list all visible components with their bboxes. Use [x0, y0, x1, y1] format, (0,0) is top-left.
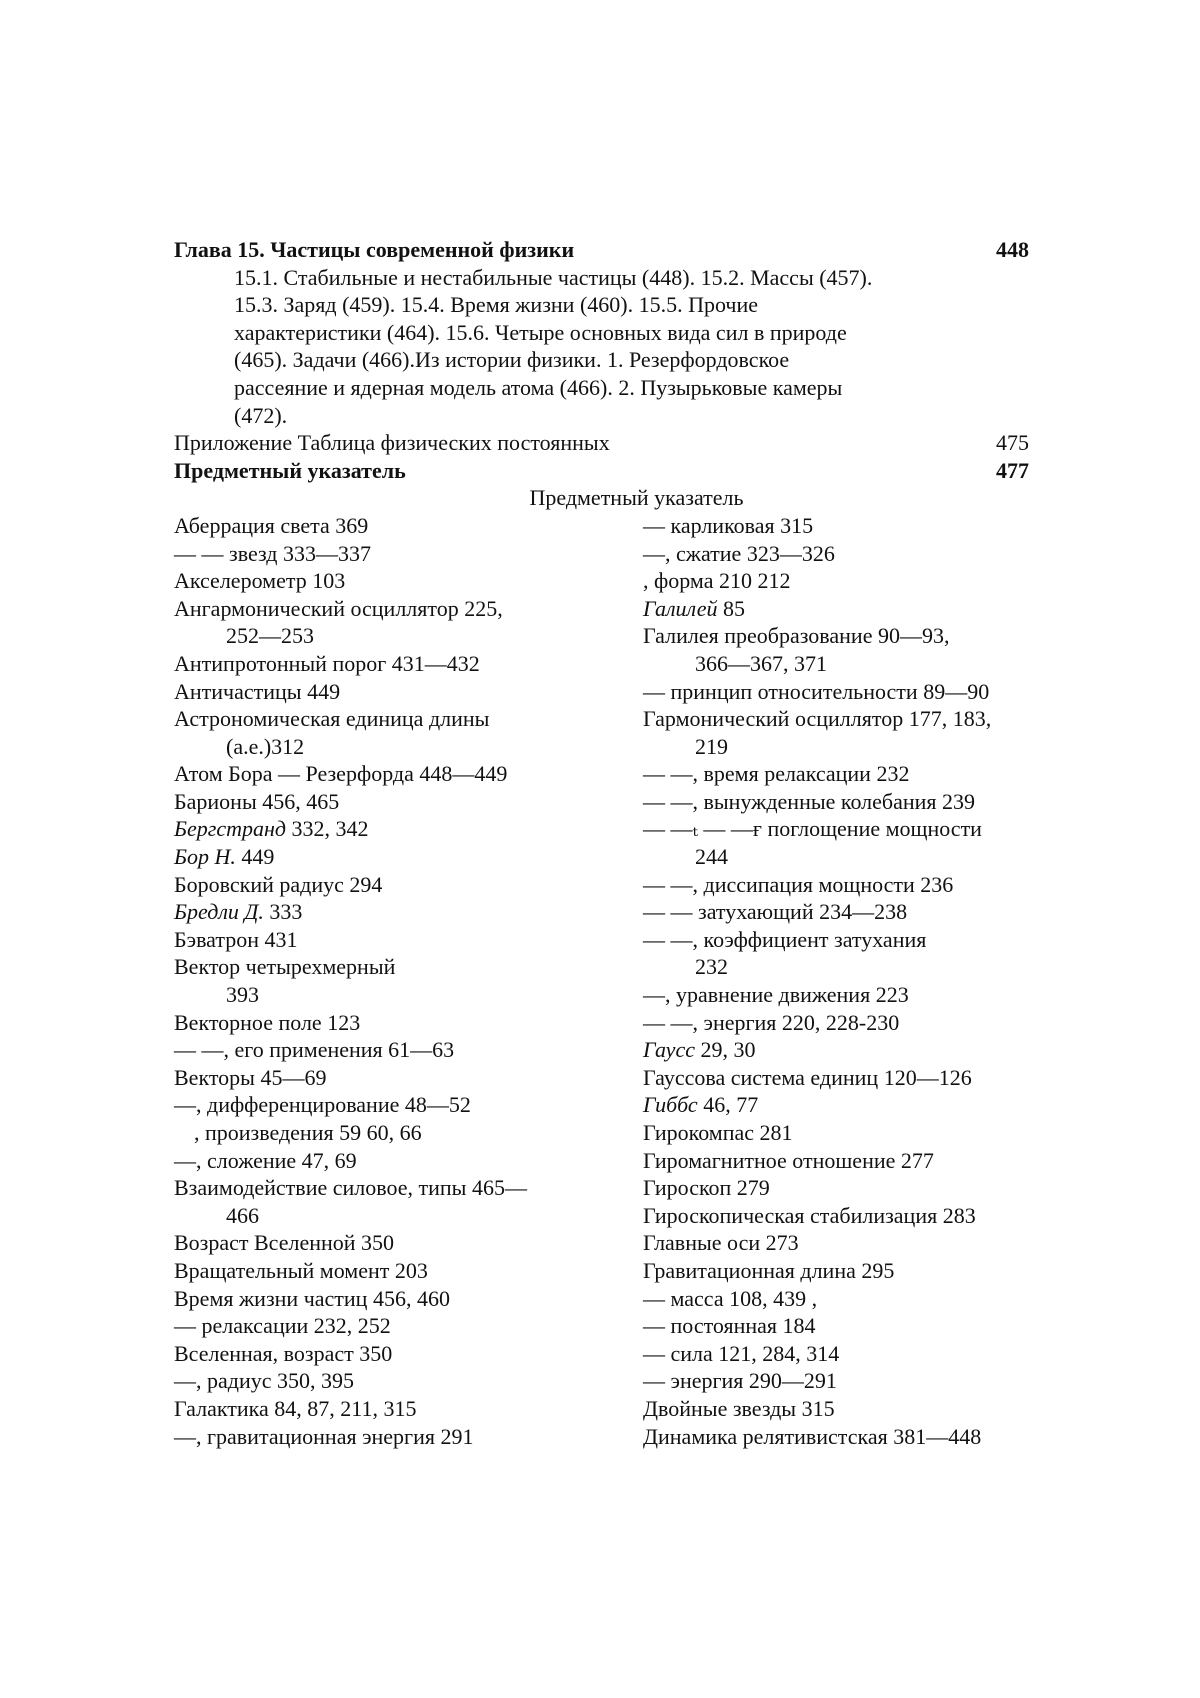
index-entry: Барионы 456, 465	[174, 788, 340, 814]
index-entry-pages: 85	[717, 595, 745, 621]
index-entry-pages: 449	[235, 844, 275, 870]
index-entry: (а.е.)312	[226, 733, 305, 759]
index-entry: Гирокомпас 281	[643, 1120, 793, 1145]
index-entry-name: Бергстранд	[174, 816, 287, 842]
index-entry: — принцип относительности 89—90	[643, 678, 990, 704]
index-entry-name: Бор Н.	[174, 844, 236, 870]
toc-chapter-title: Глава 15. Частицы современной физики	[174, 237, 575, 262]
index-entry: 393	[226, 982, 259, 1008]
index-entry: Гиромагнитное отношение 277	[643, 1147, 934, 1173]
index-entry: Галилея преобразование 90—93,	[643, 623, 950, 649]
toc-description-line: характеристики (464). 15.6. Четыре основных вида сил в природе	[234, 319, 847, 345]
index-entry: —, радиус 350, 395	[174, 1368, 354, 1394]
index-heading: Предметный указатель	[529, 485, 744, 511]
index-entry: Гироскоп 279	[643, 1175, 770, 1201]
toc-appendix-title: Приложение Таблица физических постоянных	[174, 430, 610, 456]
index-entry: —, гравитационная энергия 291	[174, 1423, 474, 1449]
index-entry: Возраст Вселенной 350	[174, 1230, 395, 1256]
index-entry: — — затухающий 234—238	[643, 899, 908, 925]
index-entry-name: Бредли Д.	[174, 899, 264, 925]
index-entry: Вселенная, возраст 350	[174, 1340, 393, 1366]
index-entry: —, сложение 47, 69	[174, 1147, 357, 1173]
toc-description-line: 15.3. Заряд (459). 15.4. Время жизни (460). 15.5. Прочие	[234, 292, 759, 318]
toc-subject-index	[174, 457, 1029, 485]
index-entry: Ангармонический осциллятор 225,	[174, 595, 503, 621]
index-entry: — сила 121, 284, 314	[643, 1340, 840, 1366]
index-entry: 252—253	[226, 623, 314, 649]
index-entry	[174, 898, 634, 926]
index-entry: Галактика 84, 87, 211, 315	[174, 1395, 417, 1421]
index-entry	[643, 1036, 1063, 1064]
index-entry: Векторы 45—69	[174, 1064, 327, 1090]
index-entry: — —, его применения 61—63	[174, 1037, 455, 1063]
index-entry: — —ₜ — —ғ поглощение мощности	[643, 816, 982, 842]
toc-chapter-page: 448	[996, 237, 1029, 262]
index-entry: Боровский радиус 294	[174, 871, 383, 897]
index-entry: — энергия 290—291	[643, 1368, 837, 1394]
toc-chapter-description	[174, 264, 934, 430]
index-entry: —, дифференцирование 48—52	[174, 1092, 471, 1118]
index-entry: Антипротонный порог 431—432	[174, 650, 480, 676]
index-entry: Вектор четырехмерный	[174, 954, 396, 980]
index-entry: 466	[226, 1202, 259, 1228]
index-entry: Астрономическая единица длины	[174, 706, 490, 732]
index-entry: — карликовая 315	[643, 512, 814, 538]
index-entry: — —, диссипация мощности 236	[643, 871, 954, 897]
toc-description-line: (465). Задачи (466).Из истории физики. 1. Резерфордовское	[234, 347, 790, 373]
index-entry	[643, 595, 1063, 623]
toc-subject-index-title: Предметный указатель	[174, 457, 406, 483]
index-entry	[174, 815, 634, 843]
index-entry: — — звезд 333—337	[174, 540, 371, 566]
index-entry-pages: 29, 30	[694, 1037, 756, 1063]
index-entry: Аберрация света 369	[174, 512, 369, 538]
index-column-right	[643, 512, 1063, 1450]
index-entry: , форма 210 212	[643, 568, 791, 594]
toc-appendix	[174, 429, 1029, 457]
index-entry: — —, энергия 220, 228-230	[643, 1009, 900, 1035]
index-entry: Гравитационная длина 295	[643, 1257, 895, 1283]
index-entry: Векторное поле 123	[174, 1009, 361, 1035]
index-entry: — —, вынужденные колебания 239	[643, 788, 976, 814]
index-entry	[174, 843, 634, 871]
index-entry: Вращательный момент 203	[174, 1257, 428, 1283]
index-entry: — —, время релаксации 232	[643, 761, 910, 787]
index-entry: 366—367, 371	[695, 650, 827, 676]
index-entry-pages: 46, 77	[697, 1092, 759, 1118]
index-entry: , произведения 59 60, 66	[194, 1120, 422, 1145]
index-columns	[174, 512, 1029, 1512]
index-entry: 219	[695, 733, 728, 759]
document-page	[174, 236, 1029, 1512]
toc-description-line: 15.1. Стабильные и нестабильные частицы (448). 15.2. Массы (457).	[234, 264, 873, 290]
index-entry: Гармонический осциллятор 177, 183,	[643, 706, 992, 732]
index-entry: Акселерометр 103	[174, 568, 346, 594]
index-entry-name: Галилей	[643, 595, 718, 621]
index-column-left	[174, 512, 634, 1450]
toc-subject-index-page: 477	[996, 457, 1029, 483]
index-entry: — релаксации 232, 252	[174, 1313, 391, 1339]
index-entry: Бэватрон 431	[174, 926, 298, 952]
index-entry: Гауссова система единиц 120—126	[643, 1064, 972, 1090]
index-entry-pages: 332, 342	[286, 816, 369, 842]
index-entry: — постоянная 184	[643, 1313, 816, 1339]
index-entry: 232	[695, 954, 728, 980]
index-entry: Главные оси 273	[643, 1230, 799, 1256]
index-entry: Атом Бора — Резерфорда 448—449	[174, 761, 508, 787]
index-entry: — —, коэффициент затухания	[643, 926, 927, 952]
index-entry-name: Гиббс	[643, 1092, 698, 1118]
index-entry-pages: 333	[263, 899, 303, 925]
toc-description-line: рассеяние и ядерная модель атома (466). 2. Пузырьковые камеры	[234, 374, 843, 400]
index-entry	[643, 1091, 1063, 1119]
index-entry: 244	[695, 844, 728, 870]
index-entry: Античастицы 449	[174, 678, 341, 704]
index-entry: — масса 108, 439 ,	[643, 1285, 818, 1311]
index-entry: Время жизни частиц 456, 460	[174, 1285, 450, 1311]
toc-description-line: (472).	[234, 402, 288, 428]
index-entry: —, уравнение движения 223	[643, 982, 909, 1008]
index-entry-name: Гаусс	[643, 1037, 695, 1063]
toc-chapter-15	[174, 236, 1029, 264]
index-entry: —, сжатие 323—326	[643, 540, 835, 566]
index-entry: Двойные звезды 315	[643, 1395, 835, 1421]
index-entry: Гироскопическая стабилизация 283	[643, 1202, 976, 1228]
index-entry: Динамика релятивистская 381—448	[643, 1423, 982, 1449]
toc-appendix-page: 475	[996, 430, 1029, 456]
index-entry: Взаимодействие силовое, типы 465—	[174, 1175, 527, 1201]
